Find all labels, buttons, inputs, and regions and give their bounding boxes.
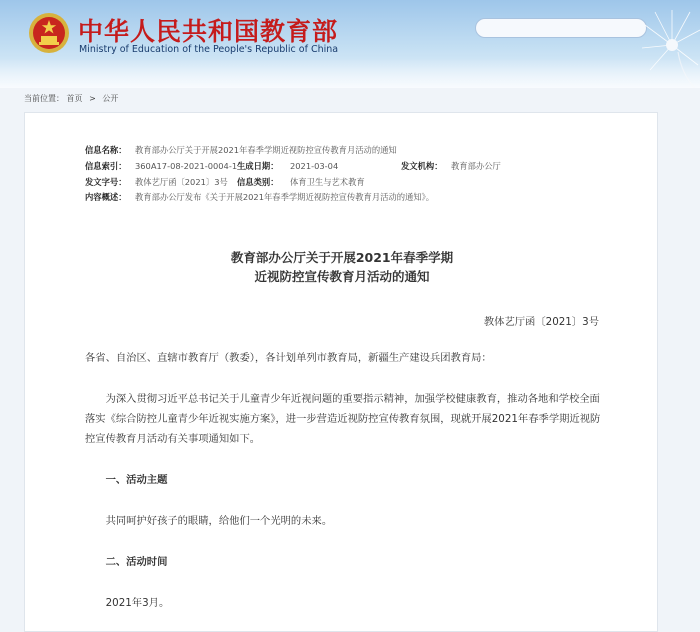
header-fade bbox=[0, 58, 700, 88]
document-title-line-2: 近视防控宣传教育月活动的通知 bbox=[254, 269, 430, 284]
section-1-body: 共同呵护好孩子的眼睛，给他们一个光明的未来。 bbox=[105, 515, 333, 527]
intro-paragraph: 为深入贯彻习近平总书记关于儿童青少年近视问题的重要指示精神，加强学校健康教育，推动各地和学校全面落实《综合防控儿童青少年近视实施方案》，进一步营造近视防控宣传教育氛围，现就开展2021年春季学期近视防控宣传教育月活动有关事项通知如下。 bbox=[85, 393, 601, 445]
document-title-line-1: 教育部办公厅关于开展2021年春季学期 bbox=[230, 250, 454, 265]
breadcrumb-home-link[interactable]: 首页 bbox=[66, 94, 83, 103]
date-label: 生成日期： bbox=[237, 160, 279, 171]
meta-row-index bbox=[85, 159, 605, 175]
info-name-label: 信息名称： bbox=[85, 145, 127, 155]
docno-value: 教体艺厅函〔2021〕3号 bbox=[135, 176, 228, 187]
breadcrumb bbox=[24, 93, 118, 104]
date-value: 2021-03-04 bbox=[290, 160, 339, 171]
breadcrumb-label: 当前位置： bbox=[24, 94, 64, 103]
site-header bbox=[0, 0, 700, 88]
issuer-label: 发文机构： bbox=[401, 160, 443, 171]
salutation: 各省、自治区、直辖市教育厅（教委），各计划单列市教育局，新疆生产建设兵团教育局： bbox=[85, 352, 492, 364]
article-panel bbox=[24, 112, 658, 632]
meta-row-docno bbox=[85, 175, 605, 191]
section-2-body: 2021年3月。 bbox=[105, 597, 170, 609]
meta-row-summary bbox=[85, 190, 605, 206]
site-subtitle: Ministry of Education of the People's Republic of China bbox=[79, 44, 339, 55]
docno-label: 发文字号： bbox=[85, 176, 127, 187]
document-number: 教体艺厅函〔2021〕3号 bbox=[483, 316, 599, 328]
issuer-value: 教育部办公厅 bbox=[451, 160, 501, 171]
summary-value: 教育部办公厅发布《关于开展2021年春季学期近视防控宣传教育月活动的通知》。 bbox=[135, 192, 435, 203]
index-label: 信息索引： bbox=[85, 160, 127, 171]
index-value: 360A17-08-2021-0004-1 bbox=[135, 160, 238, 171]
document-meta-table bbox=[85, 143, 605, 206]
category-value: 体育卫生与艺术教育 bbox=[290, 176, 365, 187]
info-name-value: 教育部办公厅关于开展2021年春季学期近视防控宣传教育月活动的通知 bbox=[135, 145, 397, 155]
section-1-title: 一、活动主题 bbox=[105, 474, 168, 486]
category-label: 信息类别： bbox=[237, 176, 279, 187]
section-2-title: 二、活动时间 bbox=[105, 556, 168, 568]
breadcrumb-current[interactable]: 公开 bbox=[102, 94, 119, 103]
meta-row-info-name bbox=[85, 143, 605, 159]
breadcrumb-separator: > bbox=[89, 94, 96, 103]
document-title bbox=[25, 248, 659, 286]
site-title[interactable]: 中华人民共和国教育部 bbox=[78, 17, 339, 46]
national-emblem-icon bbox=[28, 12, 70, 54]
summary-label: 内容概述： bbox=[85, 192, 127, 203]
